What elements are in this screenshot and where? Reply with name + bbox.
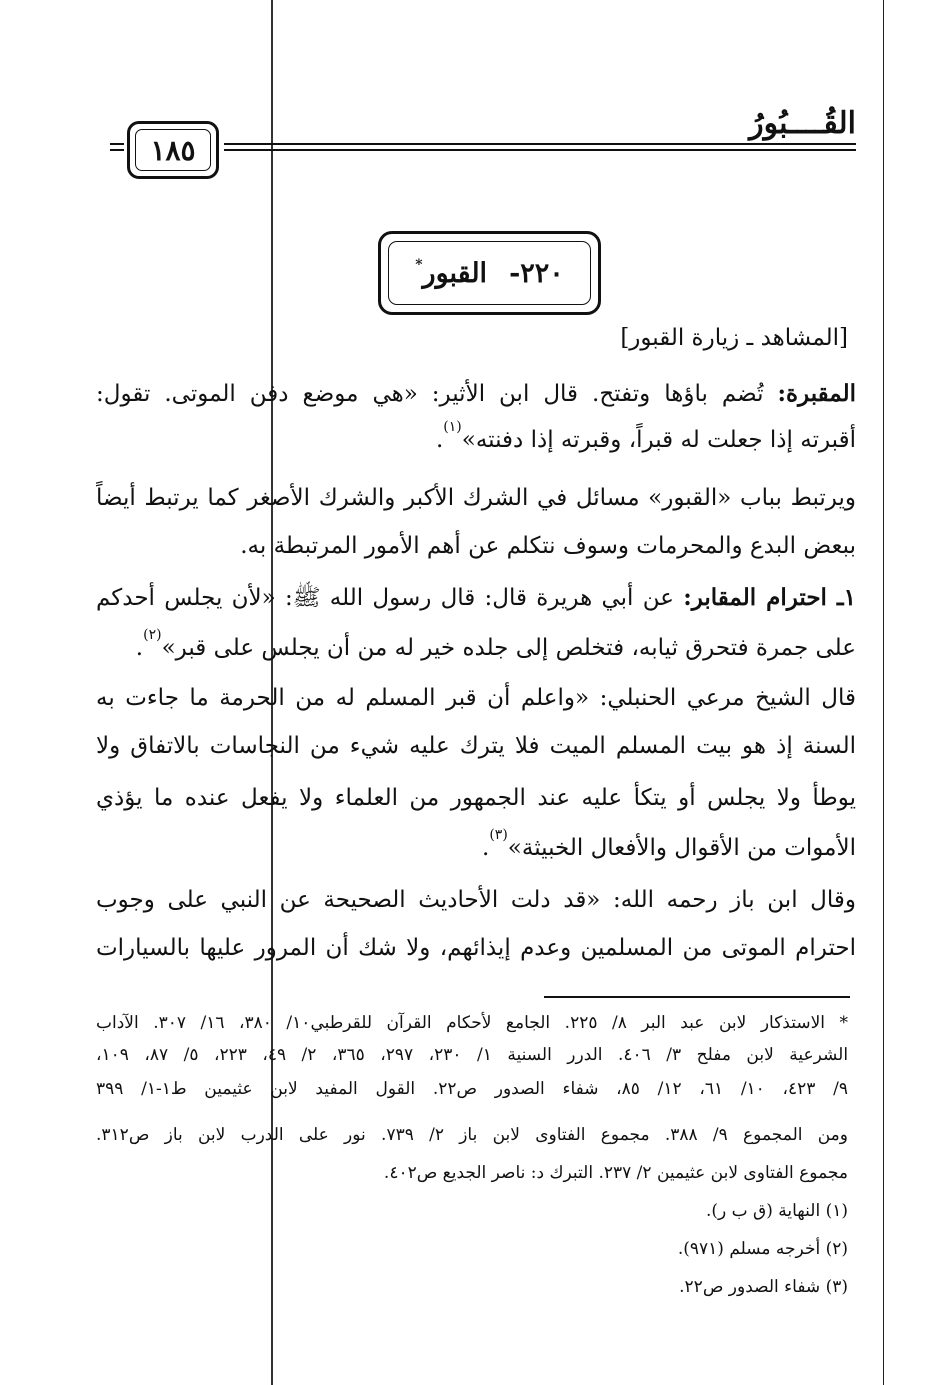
body-text: السنة إذ هو بيت المسلم الميت فلا يترك عليه شيء من النجاسات بالاتفاق ولا [96, 733, 856, 759]
running-title: القُــــبُورُ [749, 106, 856, 141]
body-text: وقال ابن باز رحمه الله: «قد دلت الأحاديث الصحيحة عن النبي على وجوب [96, 887, 856, 913]
footnote-item-2: (٢) أخرجه مسلم (٩٧١). [677, 1239, 848, 1259]
header-rule-bottom [224, 149, 856, 151]
page-number-badge [127, 121, 219, 179]
body-line [96, 526, 856, 566]
footnote-separator [544, 996, 850, 998]
term-maqbara: المقبرة: [777, 380, 856, 407]
footnote-ref: (٣) [489, 827, 508, 843]
body-line: على جمرة فتحرق ثيابه، فتخلص إلى جلده خير له من أن يجلس على قبر»$^{(٢)}$. [135, 627, 856, 661]
section-heading-box [378, 231, 601, 315]
footnote-line: ٩/ ٤٢٣، ١٠/ ٦١، ١٢/ ٨٥، شفاء الصدور ص٢٢. القول المفيد لابن عثيمين ط١-١/ ٣٩٩ [96, 1079, 848, 1099]
topic-tags: [المشاهد ـ زيارة القبور] [620, 325, 848, 351]
section-title-text: القبور [422, 257, 488, 289]
section-title [415, 258, 487, 289]
header-tick-bottom [110, 149, 124, 151]
body-text: الأموات من الأقوال والأفعال الخبيثة» [507, 835, 856, 861]
footnote-item-1: (١) النهاية (ق ب ر). [706, 1201, 848, 1221]
footnote-ref: (١) [443, 419, 462, 435]
body-line [96, 880, 856, 920]
body-text: ببعض البدع والمحرمات وسوف نتكلم عن أهم الأمور المرتبطة به. [240, 533, 856, 559]
body-text: احترام الموتى من المسلمين وعدم إيذائهم، ولا شك أن المرور عليها بالسيارات [96, 935, 856, 961]
heading-respect-graves: ١ـ احترام المقابر: [683, 584, 856, 611]
section-heading [388, 241, 591, 305]
body-line [96, 478, 856, 518]
body-line [96, 726, 856, 766]
footnote-line: ومن المجموع ٩/ ٣٨٨. مجموع الفتاوى لابن باز ٢/ ٧٣٩. نور على الدرب لابن باز ص٣١٢. [96, 1125, 848, 1145]
body-text: يوطأ ولا يجلس أو يتكأ عليه عند الجمهور من العلماء ولا يفعل عنده ما يؤذي [96, 785, 856, 811]
body-line [96, 678, 856, 718]
body-text: أقبرته إذا جعلت له قبراً، وقبرته إذا دفنته» [461, 427, 856, 453]
body-line: الأموات من الأقوال والأفعال الخبيثة»$^{(٣)}$. [482, 827, 856, 861]
body-text: قال الشيخ مرعي الحنبلي: «واعلم أن قبر المسلم له من الحرمة ما جاءت به [96, 685, 856, 711]
footnote-item-3: (٣) شفاء الصدور ص٢٢. [679, 1277, 848, 1297]
body-line [96, 374, 856, 414]
body-line [96, 928, 856, 968]
body-text: تُضم باؤها وتفتح. قال ابن الأثير: «هي موضع دفن الموتى. تقول: [96, 381, 778, 407]
footnote-line: * الاستذكار لابن عبد البر ٨/ ٢٢٥. الجامع لأحكام القرآن للقرطبي١٠/ ٣٨٠، ١٦/ ٣٠٧. الآداب [96, 1013, 849, 1033]
header-rule-top [224, 143, 856, 145]
section-star: * [415, 256, 423, 273]
body-text: عن أبي هريرة قال: قال رسول الله ﷺ: «لأن يجلس أحدكم [96, 585, 684, 611]
page-number: ١٨٥ [135, 129, 211, 171]
section-number: ٢٢٠- [509, 257, 564, 289]
body-text: ويرتبط بباب «القبور» مسائل في الشرك الأكبر والشرك الأصغر كما يرتبط أيضاً [96, 485, 856, 511]
body-line [96, 778, 856, 818]
footnote-line: الشرعية لابن مفلح ٣/ ٤٠٦. الدرر السنية ١/ ٢٣٠، ٢٩٧، ٣٦٥، ٢/ ٤٩، ٢٢٣، ٥/ ٨٧، ١٠٩، [96, 1045, 849, 1065]
body-text: على جمرة فتحرق ثيابه، فتخلص إلى جلده خير له من أن يجلس على قبر» [161, 635, 856, 661]
body-line: أقبرته إذا جعلت له قبراً، وقبرته إذا دفنته»$^{(١)}$. [435, 419, 856, 453]
body-line [96, 578, 856, 618]
scan-edge-line [883, 0, 884, 1385]
footnote-ref: (٢) [143, 627, 162, 643]
footnote-line: مجموع الفتاوى لابن عثيمين ٢/ ٢٣٧. التبرك د: ناصر الجديع ص٤٠٢. [383, 1163, 848, 1183]
header-tick-top [110, 143, 124, 145]
